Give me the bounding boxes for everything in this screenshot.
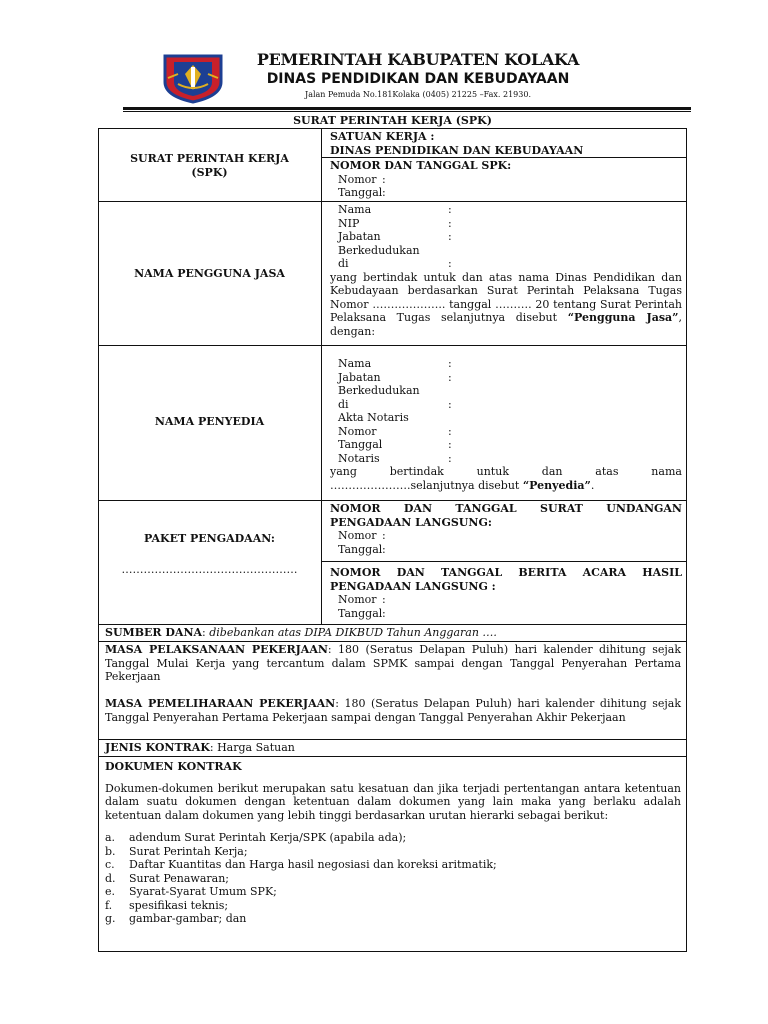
list-item: [105, 831, 681, 845]
list-marker: g.: [105, 912, 116, 925]
word: bertindak: [389, 465, 444, 478]
row-divider: [98, 739, 687, 740]
list-text: Surat Perintah Kerja;: [129, 844, 248, 858]
satuan-kerja: [330, 130, 680, 157]
statement-text: yang bertindak untuk dan atas nama Dinas Pendidikan dan Kebudayaan berdasarkan Surat Perintah Pelaksana Tugas Nomor ……………….. tanggal ………. 20 tentang Surat Perintah Pelaksana Tugas selanjutnya disebut: [330, 270, 682, 324]
field-akta-notaris: Akta Notaris: [338, 411, 409, 424]
list-text: Daftar Kuantitas dan Harga hasil negosiasi dan koreksi aritmatik;: [129, 858, 497, 871]
list-text: gambar-gambar; dan: [129, 912, 247, 925]
nomor-field-label: Nomor: [338, 593, 377, 606]
colon: :: [382, 529, 386, 542]
tanggal-field-label: Tanggal: [338, 542, 383, 556]
tanggal-field-label: Tanggal: [338, 186, 383, 199]
nomor-field-label: Nomor: [338, 529, 377, 542]
tanggal-field-label: Tanggal: [338, 606, 383, 620]
pengguna-jasa-label: NAMA PENGGUNA JASA: [134, 267, 285, 280]
jenis-kontrak-label: JENIS KONTRAK: [105, 741, 210, 754]
dokumen-list: [105, 831, 681, 926]
list-text: spesifikasi teknis;: [129, 898, 229, 912]
row-divider: [98, 345, 687, 346]
spk-label-line2: (SPK): [191, 166, 228, 179]
word: untuk: [476, 465, 509, 478]
list-marker: e.: [105, 885, 116, 898]
spk-label: [98, 152, 321, 180]
berita-acara-detail: [330, 566, 682, 620]
letterhead-agency: DINAS PENDIDIKAN DAN KEBUDAYAAN: [266, 71, 570, 87]
letterhead: [228, 50, 608, 101]
penyedia-statement-line2: [330, 479, 682, 493]
field-jabatan: Jabatan: [338, 370, 381, 384]
colon: :: [382, 593, 386, 606]
masa-pelaksanaan-label: MASA PELAKSANAAN PEKERJAAN: [105, 643, 328, 656]
document-title: SURAT PERINTAH KERJA (SPK): [293, 114, 492, 127]
row-divider: [98, 624, 687, 625]
field-berkedudukan: Berkedudukan: [338, 243, 420, 257]
colon: :: [382, 542, 386, 556]
penyedia-statement-line1: [330, 465, 682, 479]
list-marker: c.: [105, 858, 115, 871]
paket-pengadaan-label: PAKET PENGADAAN:: [144, 532, 275, 545]
statement-tail: .: [590, 478, 595, 492]
paket-name-blank: …………………………………………: [121, 563, 298, 576]
list-marker: d.: [105, 871, 116, 885]
sumber-dana-label: SUMBER DANA: [105, 626, 203, 639]
row-divider: [98, 756, 687, 757]
colon: :: [448, 424, 452, 438]
list-item: [105, 872, 681, 886]
nomor-spk-label: NOMOR DAN TANGGAL SPK:: [330, 159, 512, 172]
row-divider: [98, 201, 687, 202]
list-marker: a.: [105, 831, 116, 844]
statement-text: ………………….selanjutnya disebut: [330, 478, 523, 492]
statement-bold: “Penyedia”: [522, 478, 591, 492]
masa-pelaksanaan-text: : 180 (Seratus Delapan Puluh) hari kalender dihitung sejak Tanggal Mulai Kerja yang tercantum dalam SPMK sampai dengan Tanggal Penyerahan Pertama Pekerjaan: [105, 643, 681, 683]
field-tanggal: Tanggal: [338, 438, 383, 451]
sumber-dana: [105, 626, 681, 640]
masa-pemeliharaan: [105, 697, 681, 724]
satuan-kerja-value: DINAS PENDIDIKAN DAN KEBUDAYAAN: [330, 143, 584, 157]
list-item: [105, 845, 681, 859]
dokumen-kontrak: [105, 760, 681, 926]
field-nama: Nama: [338, 203, 372, 216]
word: atas: [595, 465, 619, 478]
nomor-spk: [330, 159, 680, 200]
list-item: [105, 885, 681, 899]
spk-label-line1: SURAT PERINTAH KERJA: [130, 152, 289, 165]
list-item: [105, 858, 681, 872]
list-text: Syarat-Syarat Umum SPK;: [129, 885, 277, 898]
penyedia-detail: [330, 357, 682, 492]
list-item: [105, 899, 681, 913]
field-berkedudukan: Berkedudukan: [338, 384, 420, 397]
word: yang: [330, 465, 357, 478]
field-jabatan: Jabatan: [338, 230, 381, 243]
colon: :: [448, 230, 452, 243]
colon: :: [448, 257, 452, 270]
field-notaris: Notaris: [338, 451, 380, 465]
column-divider: [321, 128, 322, 624]
sumber-dana-value: dibebankan atas DIPA DIKBUD Tahun Anggaran ….: [209, 626, 497, 639]
regency-emblem-icon: [162, 52, 224, 104]
undangan-label: NOMOR DAN TANGGAL SURAT UNDANGAN PENGADAAN LANGSUNG:: [330, 502, 682, 529]
field-di: di: [338, 257, 349, 270]
row-divider: [321, 561, 687, 562]
statement-bold: “Pengguna Jasa”: [567, 311, 679, 324]
colon: :: [448, 451, 452, 465]
penyedia-label: NAMA PENYEDIA: [154, 415, 265, 428]
dokumen-kontrak-label: DOKUMEN KONTRAK: [105, 760, 242, 773]
colon: :: [448, 216, 452, 230]
letterhead-address: Jalan Pemuda No.181Kolaka (0405) 21225 –Fax. 21930.: [305, 90, 531, 99]
jenis-kontrak-value: : Harga Satuan: [209, 741, 295, 754]
field-nomor: Nomor: [338, 424, 377, 438]
colon: :: [448, 438, 452, 451]
jenis-kontrak: [105, 741, 681, 755]
masa-pemeliharaan-text: : 180 (Seratus Delapan Puluh) hari kalender dihitung sejak Tanggal Penyerahan Pertama Pekerjaan sampai dengan Tanggal Penyerahan Akhir Pekerjaan: [105, 697, 681, 724]
statement-tail: , dengan:: [330, 311, 682, 338]
list-text: adendum Surat Perintah Kerja/SPK (apabila ada);: [129, 831, 407, 844]
letterhead-rule: [123, 107, 691, 110]
pengguna-jasa-statement: [330, 271, 682, 339]
colon: :: [382, 186, 386, 199]
separator: :: [202, 626, 210, 639]
berita-acara-label: NOMOR DAN TANGGAL BERITA ACARA HASIL PENGADAAN LANGSUNG :: [330, 566, 682, 593]
undangan-detail: [330, 502, 682, 556]
list-item: [105, 912, 681, 926]
row-divider: [98, 641, 687, 642]
colon: :: [448, 203, 452, 216]
word: dan: [541, 465, 563, 478]
nomor-field-label: Nomor: [338, 172, 377, 186]
row-divider: [98, 500, 687, 501]
colon: :: [448, 370, 452, 384]
word: nama: [651, 465, 682, 478]
dokumen-kontrak-intro: Dokumen-dokumen berikut merupakan satu kesatuan dan jika terjadi pertentangan antara ketentuan dalam suatu dokumen dengan ketentuan dalam dokumen yang lain maka yang berlaku adalah ketentuan dalam dokumen yang lebih tinggi berdasarkan urutan hierarki sebagai berikut:: [105, 781, 681, 822]
letterhead-rule-thin: [123, 111, 691, 112]
colon: :: [382, 172, 386, 186]
colon: :: [448, 357, 452, 370]
masa-pemeliharaan-label: MASA PEMELIHARAAN PEKERJAAN: [105, 697, 336, 710]
colon: :: [382, 606, 386, 620]
list-marker: f.: [105, 898, 113, 912]
satuan-kerja-label: SATUAN KERJA :: [330, 130, 435, 143]
masa-pelaksanaan: [105, 643, 681, 684]
field-nama: Nama: [338, 357, 372, 370]
letterhead-government: PEMERINTAH KABUPATEN KOLAKA: [256, 50, 580, 69]
field-nip: NIP: [338, 216, 360, 230]
row-divider: [321, 157, 687, 158]
colon: :: [448, 397, 452, 411]
list-marker: b.: [105, 844, 116, 858]
field-di: di: [338, 397, 349, 411]
pengguna-jasa-detail: [330, 203, 682, 338]
list-text: Surat Penawaran;: [129, 871, 229, 885]
